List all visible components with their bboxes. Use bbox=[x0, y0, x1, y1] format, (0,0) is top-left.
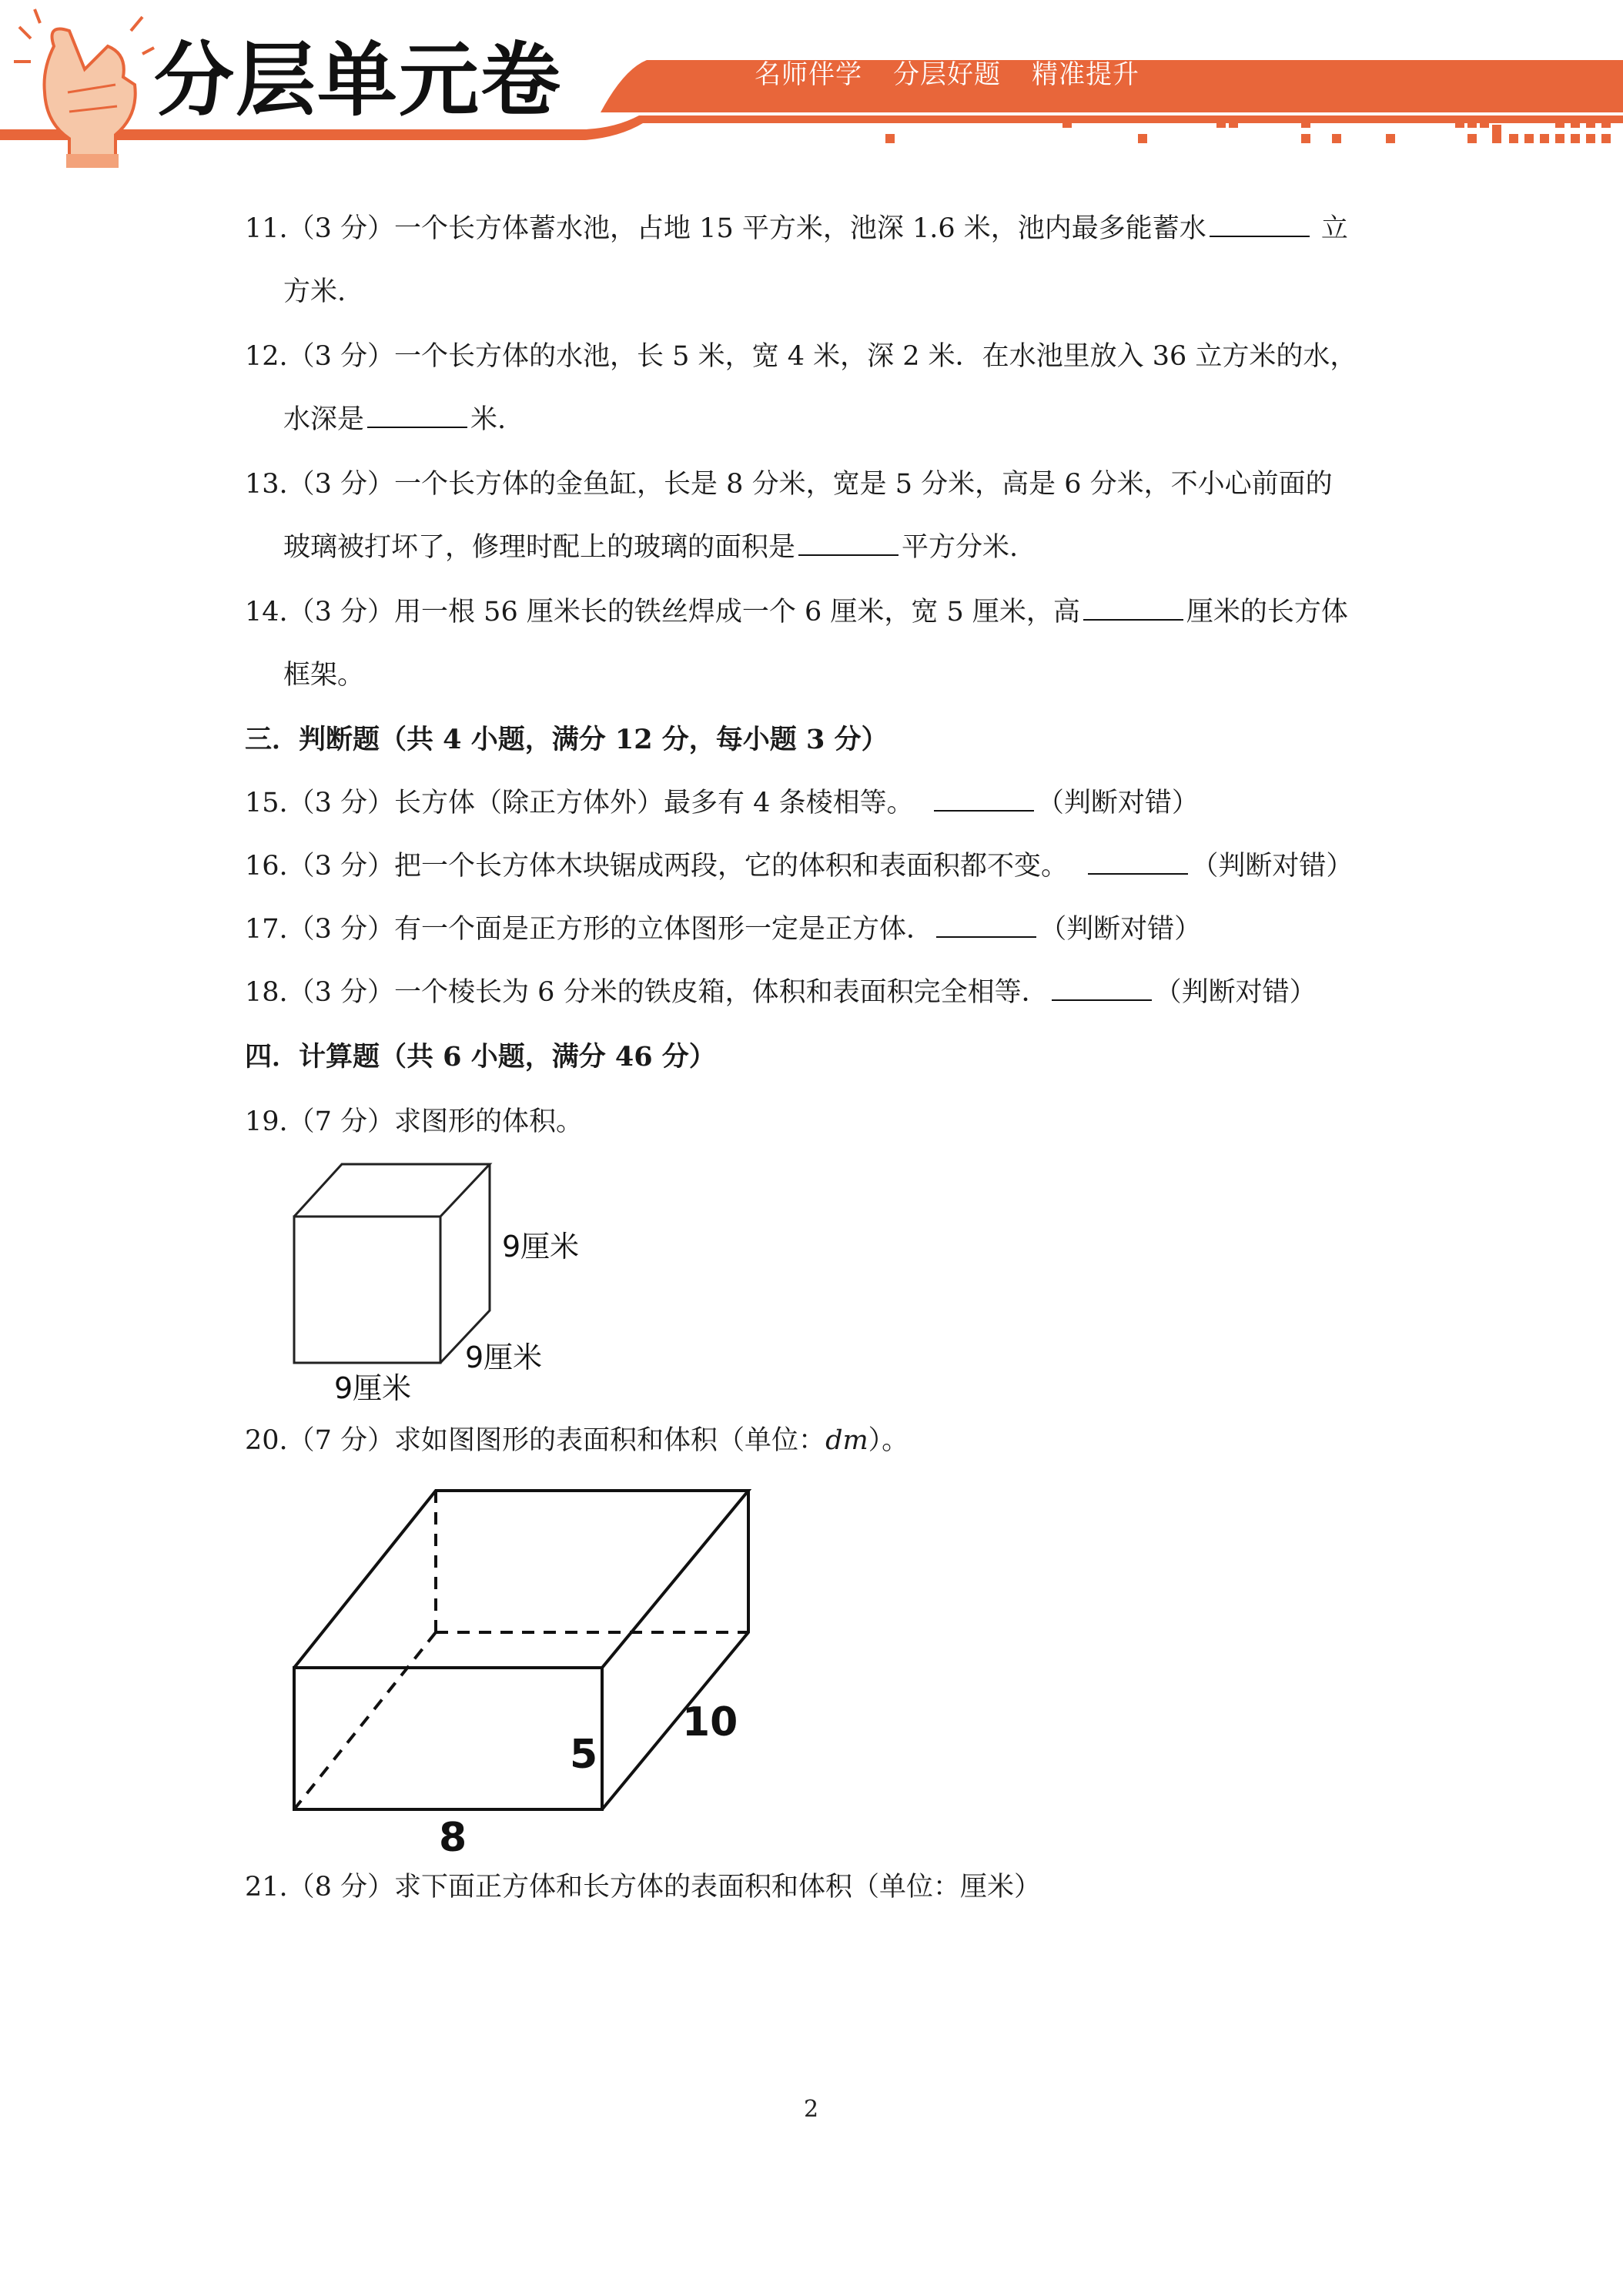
cube-depth-label: 9厘米 bbox=[465, 1340, 543, 1374]
box-length-label: 8 bbox=[439, 1815, 467, 1856]
box-top-face bbox=[294, 1491, 748, 1668]
cube-height-label: 9厘米 bbox=[502, 1230, 580, 1263]
question-13-prefix: 玻璃被打坏了，修理时配上的玻璃的面积是 bbox=[283, 532, 796, 563]
answer-blank-13[interactable] bbox=[798, 531, 899, 556]
question-20-suffix: ）。 bbox=[868, 1425, 909, 1456]
slogan-1: 名师伴学 bbox=[755, 59, 862, 90]
answer-blank-17[interactable] bbox=[936, 913, 1036, 938]
box-hidden-edges bbox=[294, 1491, 748, 1809]
cube-side-face bbox=[440, 1164, 490, 1363]
question-14-prefix: 14.（3 分）用一根 56 厘米长的铁丝焊成一个 6 厘米，宽 5 厘米，高 bbox=[245, 597, 1080, 628]
page-header bbox=[0, 0, 1623, 177]
box-depth-label: 10 bbox=[682, 1699, 738, 1745]
answer-blank-11[interactable] bbox=[1210, 213, 1310, 237]
question-12-prefix: 水深是 bbox=[283, 404, 365, 435]
box-front-face bbox=[294, 1668, 602, 1809]
slogan-2: 分层好题 bbox=[893, 59, 1001, 90]
header-slogan bbox=[755, 59, 1170, 90]
question-15 bbox=[245, 787, 1199, 819]
question-13-suffix: 平方分米. bbox=[902, 532, 1019, 563]
question-12: 12.（3 分）一个长方体的水池，长 5 米，宽 4 米，深 2 米．在水池里放入 36 立方米的水， bbox=[245, 341, 1357, 372]
cube-top-face bbox=[294, 1164, 490, 1217]
page-number: 2 bbox=[804, 2096, 819, 2123]
answer-blank-18[interactable] bbox=[1052, 976, 1152, 1001]
question-12-suffix: 米. bbox=[470, 404, 507, 435]
section-4-heading: 四．计算题（共 6 小题，满分 46 分） bbox=[245, 1041, 716, 1073]
box-side-face bbox=[602, 1491, 748, 1809]
answer-blank-12[interactable] bbox=[367, 403, 467, 428]
cube-width-label: 9厘米 bbox=[334, 1371, 412, 1405]
question-20 bbox=[245, 1424, 909, 1457]
question-19: 19.（7 分）求图形的体积。 bbox=[245, 1106, 584, 1137]
box-figure bbox=[285, 1478, 770, 1856]
question-14 bbox=[245, 596, 1348, 628]
question-11 bbox=[245, 213, 1348, 245]
question-15-suffix: （判断对错） bbox=[1036, 788, 1199, 818]
question-17-text: 17.（3 分）有一个面是正方形的立体图形一定是正方体． bbox=[245, 914, 934, 945]
slogan-3: 精准提升 bbox=[1032, 59, 1139, 90]
cube-figure bbox=[277, 1152, 601, 1414]
question-18-text: 18.（3 分）一个棱长为 6 分米的铁皮箱，体积和表面积完全相等． bbox=[245, 977, 1049, 1008]
question-20-unit: dm bbox=[825, 1425, 868, 1456]
cube-front-face bbox=[294, 1217, 440, 1363]
answer-blank-15[interactable] bbox=[934, 787, 1034, 812]
fist-logo-icon bbox=[14, 9, 154, 168]
question-11-cont: 方米. bbox=[283, 276, 346, 307]
answer-blank-16[interactable] bbox=[1088, 850, 1188, 875]
section-3-heading: 三．判断题（共 4 小题，满分 12 分，每小题 3 分） bbox=[245, 724, 888, 755]
question-14-suffix: 厘米的长方体 bbox=[1186, 597, 1348, 628]
question-20-text: 20.（7 分）求如图图形的表面积和体积（单位： bbox=[245, 1425, 826, 1456]
question-18 bbox=[245, 976, 1317, 1009]
box-height-label: 5 bbox=[570, 1732, 598, 1778]
question-13-cont bbox=[283, 531, 1018, 564]
question-16-text: 16.（3 分）把一个长方体木块锯成两段，它的体积和表面积都不变。 bbox=[245, 851, 1069, 882]
question-16-suffix: （判断对错） bbox=[1191, 851, 1354, 882]
question-12-cont bbox=[283, 403, 506, 436]
question-16 bbox=[245, 850, 1353, 882]
question-21: 21.（8 分）求下面正方体和长方体的表面积和体积（单位：厘米） bbox=[245, 1872, 1042, 1903]
question-14-cont: 框架。 bbox=[283, 660, 365, 691]
question-18-suffix: （判断对错） bbox=[1154, 977, 1317, 1008]
question-11-after-blank: 立 bbox=[1320, 213, 1348, 244]
question-17 bbox=[245, 913, 1201, 946]
question-13: 13.（3 分）一个长方体的金鱼缸，长是 8 分米，宽是 5 分米，高是 6 分米，不小心前面的 bbox=[245, 469, 1333, 500]
brand-title: 分层单元卷 bbox=[154, 33, 563, 127]
answer-blank-14[interactable] bbox=[1083, 596, 1183, 621]
question-11-text: 11.（3 分）一个长方体蓄水池，占地 15 平方米，池深 1.6 米，池内最多能蓄水 bbox=[245, 213, 1206, 244]
question-15-text: 15.（3 分）长方体（除正方体外）最多有 4 条棱相等。 bbox=[245, 788, 914, 818]
question-17-suffix: （判断对错） bbox=[1039, 914, 1202, 945]
